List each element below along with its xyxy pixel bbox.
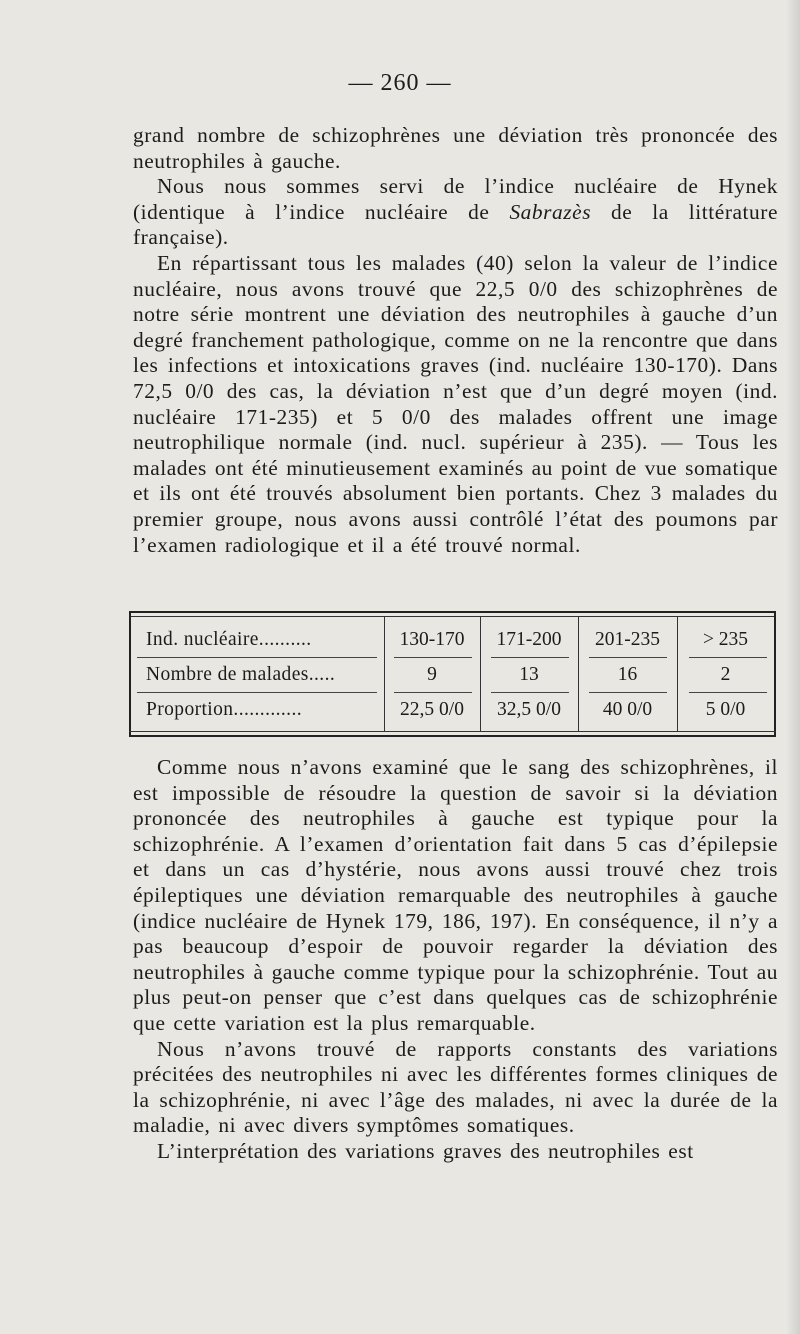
paragraph-6: L’interprétation des variations graves des neutrophiles est	[157, 1138, 694, 1163]
table-cell: > 235	[702, 629, 749, 650]
row-underline	[491, 657, 569, 658]
row-underline	[689, 692, 767, 693]
paragraph-2-italic: Sabrazès	[509, 199, 592, 224]
paragraph-5: Nous n’avons trouvé de rapports constants des variations précitées des neutrophiles ni avec les différentes formes cliniques de la schizophrénie, ni avec l’âge des malades, ni avec la durée de la maladie, ni avec divers symptômes somatiques.	[133, 1036, 778, 1138]
table-row-patients	[129, 662, 776, 690]
row-underline	[689, 657, 767, 658]
row-underline	[137, 657, 377, 658]
paragraph-2-end: de la littérature française).	[133, 199, 778, 250]
table-cell: 171-200	[496, 629, 562, 650]
table-cell: 32,5 0/0	[497, 699, 561, 720]
table-cell: 2	[720, 664, 731, 685]
table-bottom-rule	[129, 735, 776, 737]
page-number: — 260 —	[348, 70, 452, 96]
table-cell: 22,5 0/0	[400, 699, 464, 720]
paragraph-1: grand nombre de schizophrènes une déviation très prononcée des neutrophiles à gauche.	[133, 123, 778, 173]
row-underline	[394, 692, 472, 693]
row-underline	[491, 692, 569, 693]
row-underline	[137, 692, 377, 693]
text-block-bottom	[133, 755, 778, 1165]
table-cell: 9	[427, 664, 437, 685]
table-bottom-rule-inner	[129, 731, 776, 732]
paragraph-2-start: Nous nous sommes servi de l’indice nucléaire de Hynek (identique à l’indice nucléaire de	[133, 174, 778, 224]
table-top-rule	[129, 611, 776, 613]
table-cell: 130-170	[399, 629, 465, 650]
table-row-index	[129, 627, 776, 655]
table-cell: 13	[519, 664, 539, 685]
table-row-proportion	[129, 697, 776, 725]
table-cell: 40 0/0	[602, 699, 653, 720]
text-block-top	[133, 123, 778, 558]
row-label-patients: Nombre de malades.....	[146, 664, 336, 685]
row-label-proportion: Proportion.............	[146, 699, 302, 720]
row-underline	[589, 657, 667, 658]
paragraph-4: Comme nous n’avons examiné que le sang des schizophrènes, il est impossible de résoudre la question de savoir si la déviation prononcée des neutrophiles à gauche est typique pour la schizophrénie. A l’examen d’orientation fait dans 5 cas d’épilepsie et dans un cas d’hystérie, nous avons aussi trouvé chez trois épileptiques une déviation remarquable des neutrophiles à gauche (indice nucléaire de Hynek 179, 186, 197). En conséquence, il n’y a pas beaucoup d’espoir de pouvoir regarder la déviation des neutrophiles à gauche comme typique pour la schizophrénie. Tout au plus peut-on penser que c’est dans quelques cas de schizophrénie que cette variation est la plus remarquable.	[133, 755, 778, 1035]
table-top-rule-inner	[129, 616, 776, 617]
nuclear-index-table	[129, 611, 776, 739]
table-cell: 201-235	[595, 629, 660, 650]
table-cell: 5 0/0	[705, 699, 746, 720]
row-underline	[394, 657, 472, 658]
paragraph-3: En répartissant tous les malades (40) selon la valeur de l’indice nucléaire, nous avons trouvé que 22,5 0/0 des schizophrènes de notre série montrent une déviation des neutrophiles à gauche d’un degré franchement pathologique, comme on ne la rencontre que dans les infections et intoxications graves (ind. nucléaire 130-170). Dans 72,5 0/0 des cas, la déviation n’est que d’un degré moyen (ind. nucléaire 171-235) et 5 0/0 des malades offrent une image neutrophilique normale (ind. nucl. supérieur à 235). — Tous les malades ont été minutieusement examinés au point de vue somatique et ils ont été trouvés absolument bien portants. Chez 3 malades du premier groupe, nous avons aussi contrôlé l’état des poumons par l’examen radiologique et il a été trouvé normal.	[133, 250, 778, 557]
page-edge-shadow	[786, 0, 800, 1334]
row-label-index: Ind. nucléaire..........	[146, 629, 312, 650]
row-underline	[589, 692, 667, 693]
paragraph-2	[133, 174, 778, 251]
table-cell: 16	[617, 664, 638, 685]
